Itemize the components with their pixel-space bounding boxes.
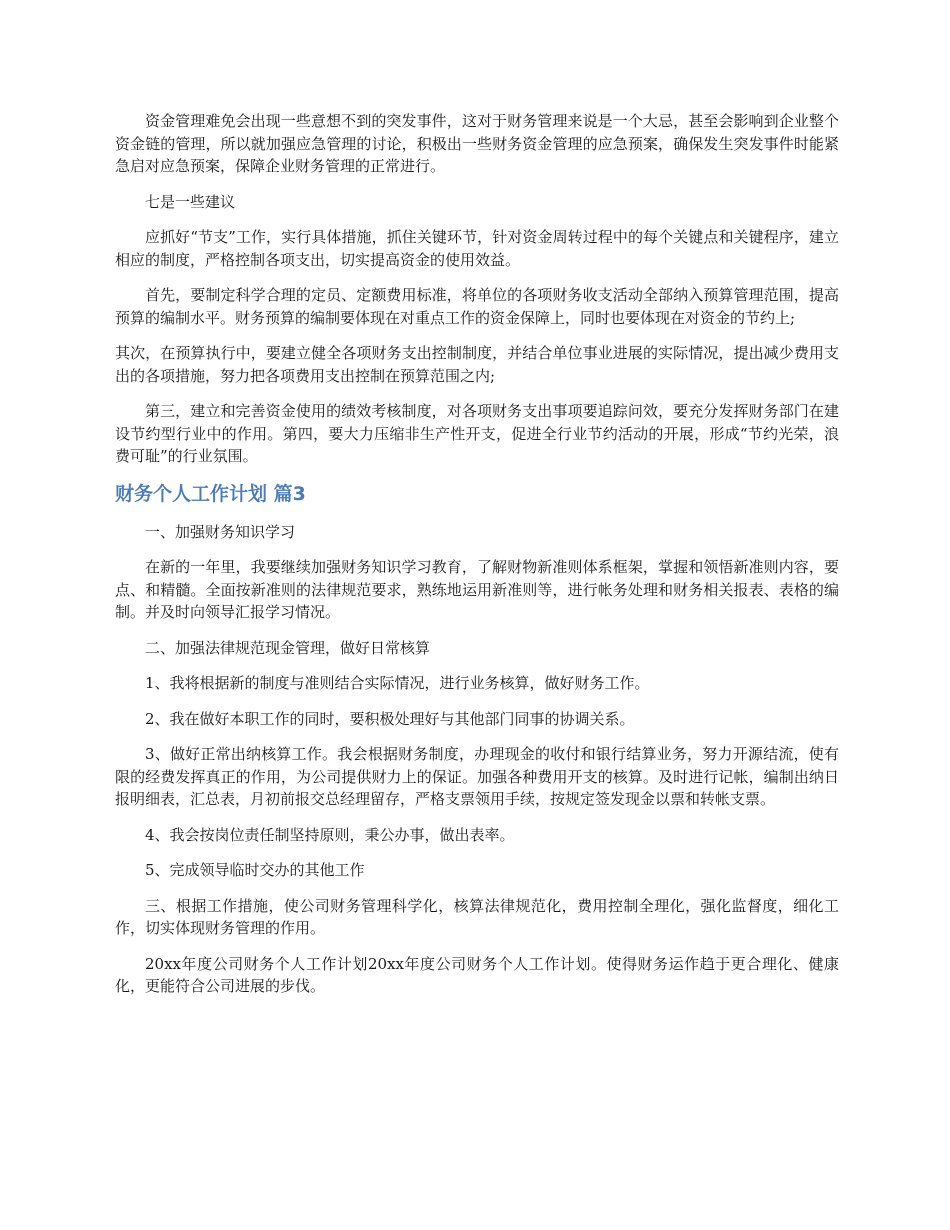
paragraph-learning: 在新的一年里，我要继续加强财务知识学习教育，了解财物新准则体系框架，掌握和领悟新准则内容，要点、和精髓。全面按新准则的法律规范要求，熟练地运用新准则等，进行帐务处理和财务相关报表、表格的编制。并及时向领导汇报学习情况。 [115, 558, 839, 621]
paragraph-third-performance: 第三，建立和完善资金使用的绩效考核制度，对各项财务支出事项要追踪问效，要充分发挥财务部门在建设节约型行业中的作用。第四，要大力压缩非生产性开支，促进全行业节约活动的开展，形成“节约光荣，浪费可耻”的行业氛围。 [115, 402, 839, 465]
paragraph-first-budget: 首先，要制定科学合理的定员、定额费用标准，将单位的各项财务收支活动全部纳入预算管理范围，提高预算的编制水平。财务预算的编制要体现在对重点工作的资金保障上，同时也要体现在对资金的节约上; [115, 286, 839, 327]
paragraph-item-two-title: 二、加强法律规范现金管理，做好日常核算 [145, 638, 431, 657]
paragraph-second-budget-execution: 其次，在预算执行中，要建立健全各项财务支出控制制度，并结合单位事业进展的实际情况，提出减少费用支出的各项措施，努力把各项费用支出控制在预算范围之内; [115, 344, 839, 385]
paragraph-section-seven-title: 七是一些建议 [145, 192, 236, 211]
list-item-1: 1、我将根据新的制度与准则结合实际情况，进行业务核算，做好财务工作。 [145, 674, 650, 692]
paragraph-item-three: 三、根据工作措施，使公司财务管理科学化，核算法律规范化，费用控制全理化，强化监督度，细化工作，切实体现财务管理的作用。 [115, 896, 839, 937]
list-item-5: 5、完成领导临时交办的其他工作 [145, 861, 365, 879]
list-item-3: 3、做好正常出纳核算工作。我会根据财务制度，办理现金的收付和银行结算业务，努力开源结流，使有限的经费发挥真正的作用，为公司提供财力上的保证。加强各种费用开支的核算。及时进行记帐，编制出纳日报明细表，汇总表，月初前报交总经理留存，严格支票领用手续，按规定签发现金以票和转帐支票。 [115, 745, 839, 808]
paragraph-emergency-plan: 资金管理难免会出现一些意想不到的突发事件，这对于财务管理来说是一个大忌，甚至会影响到企业整个资金链的管理，所以就加强应急管理的讨论，积极出一些财务资金管理的应急预案，确保发生突发事件时能紧急启对应急预案，保障企业财务管理的正常进行。 [115, 112, 839, 175]
paragraph-closing: 20xx年度公司财务个人工作计划20xx年度公司财务个人工作计划。使得财务运作趋于更合理化、健康化，更能符合公司进展的步伐。 [115, 954, 839, 995]
paragraph-cost-saving: 应抓好“节支”工作，实行具体措施，抓住关键环节，针对资金周转过程中的每个关键点和关键程序，建立相应的制度，严格控制各项支出，切实提高资金的使用效益。 [115, 228, 839, 269]
list-item-4: 4、我会按岗位责任制坚持原则，秉公办事，做出表率。 [145, 825, 515, 844]
paragraph-item-one-title: 一、加强财务知识学习 [145, 522, 296, 541]
section-heading: 财务个人工作计划 篇3 [115, 482, 306, 505]
list-item-2: 2、我在做好本职工作的同时，要积极处理好与其他部门同事的协调关系。 [145, 709, 635, 728]
document-page [115, 110, 839, 1011]
